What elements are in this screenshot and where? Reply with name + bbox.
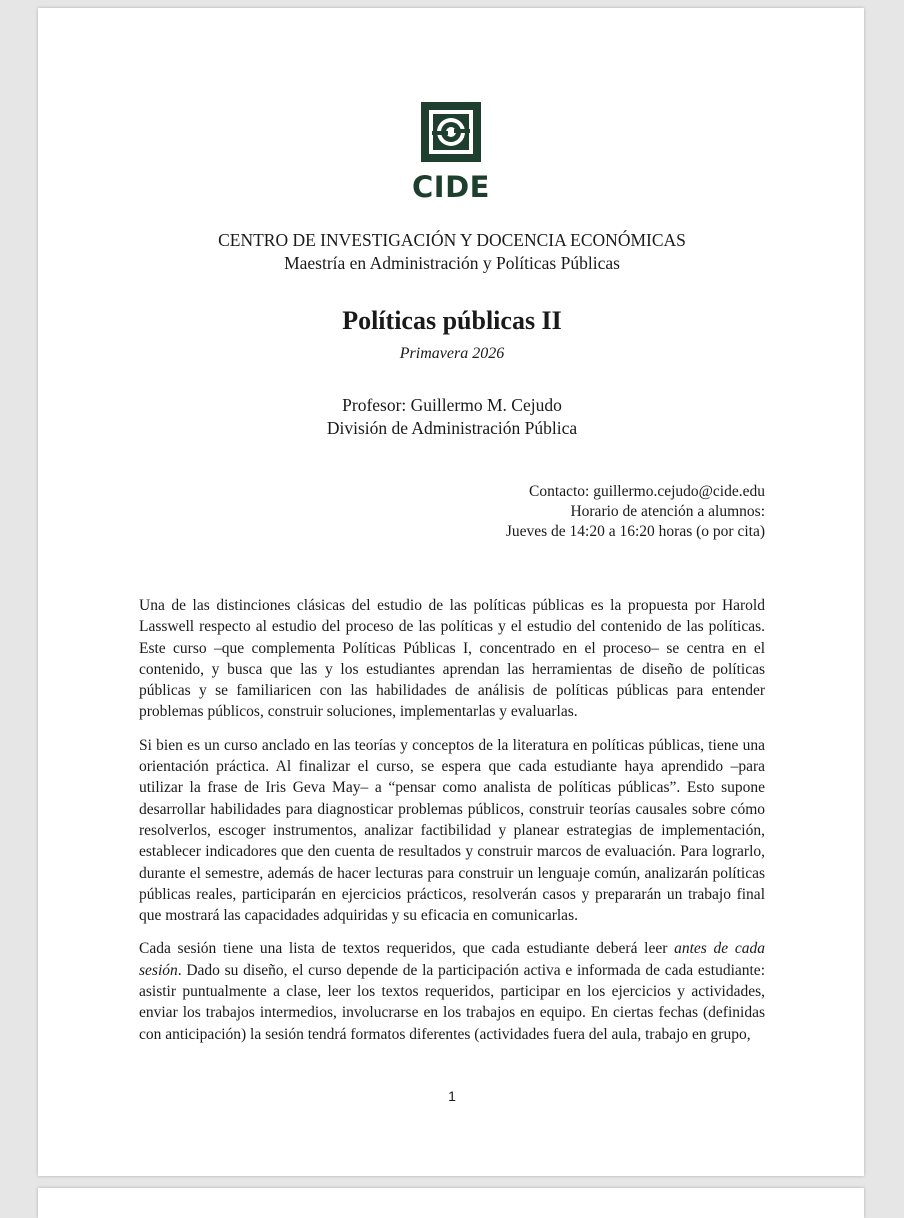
professor-block: [0, 394, 904, 440]
contact-email: Contacto: guillermo.cejudo@cide.edu: [529, 483, 765, 500]
logo-wordmark: CIDE: [412, 170, 490, 204]
program-name: Maestría en Administración y Políticas Públicas: [284, 253, 620, 273]
paragraph-3: [139, 938, 765, 1044]
paragraph-3-rest: . Dado su diseño, el curso depende de la participación activa e informada de cada estudiante: asistir puntualmente a clase, leer los textos requeridos, participar en los ejercicios y actividades, enviar los trabajos intermedios, involucrarse en los trabajos en equipo. En ciertas fechas (definidas con anticipación) la sesión tendrá formatos diferentes (actividades fuera del aula, trabajo en grupo,: [139, 961, 765, 1043]
institution-name: CENTRO DE INVESTIGACIÓN Y DOCENCIA ECONÓMICAS: [218, 230, 686, 250]
cide-emblem-icon: [410, 100, 492, 166]
next-page-edge: [38, 1188, 864, 1218]
page-number: 1: [448, 1088, 456, 1104]
office-hours-label: Horario de atención a alumnos:: [570, 503, 765, 520]
professor-division: División de Administración Pública: [326, 418, 578, 438]
course-description: [139, 595, 765, 1057]
professor-name: Profesor: Guillermo M. Cejudo: [342, 395, 562, 415]
paragraph-3-start: Cada sesión tiene una lista de textos requeridos, que cada estudiante deberá leer: [139, 940, 675, 958]
course-term: Primavera 2026: [399, 345, 505, 362]
cide-logo: [410, 100, 492, 202]
institution-header: [0, 229, 904, 275]
paragraph-1: Una de las distinciones clásicas del estudio de las políticas públicas es la propuesta por Harold Lasswell respecto al estudio del proceso de las políticas y el estudio del contenido de las políticas. Este curso –que complementa Políticas Públicas I, concentrado en el proceso– se centra en el contenido, y busca que las y los estudiantes aprendan las herramientas de diseño de políticas públicas y se familiaricen con las habilidades de análisis de políticas públicas para entender problemas públicos, construir soluciones, implementarlas y evaluarlas.: [139, 597, 765, 721]
course-title: Políticas públicas II: [342, 306, 562, 335]
office-hours: Jueves de 14:20 a 16:20 horas (o por cita): [505, 523, 765, 540]
paragraph-3-emphasis: antes de cada sesión: [139, 940, 765, 979]
paragraph-2: Si bien es un curso anclado en las teorías y conceptos de la literatura en políticas públicas, tiene una orientación práctica. Al finalizar el curso, se espera que cada estudiante haya aprendido –para utilizar la frase de Iris Geva May– a “pensar como analista de políticas públicas”. Esto supone desarrollar habilidades para diagnosticar problemas públicos, construir teorías causales sobre cómo resolverlos, escoger instrumentos, analizar factibilidad y planear estrategias de implementación, establecer indicadores que den cuenta de resultados y construir marcos de evaluación. Para lograrlo, durante el semestre, además de hacer lecturas para construir un lenguaje común, analizarán políticas públicas reales, participarán en ejercicios prácticos, resolverán casos y prepararán un trabajo final que mostrará las capacidades adquiridas y su eficacia en comunicarlas.: [139, 736, 765, 925]
contact-block: [506, 482, 765, 542]
